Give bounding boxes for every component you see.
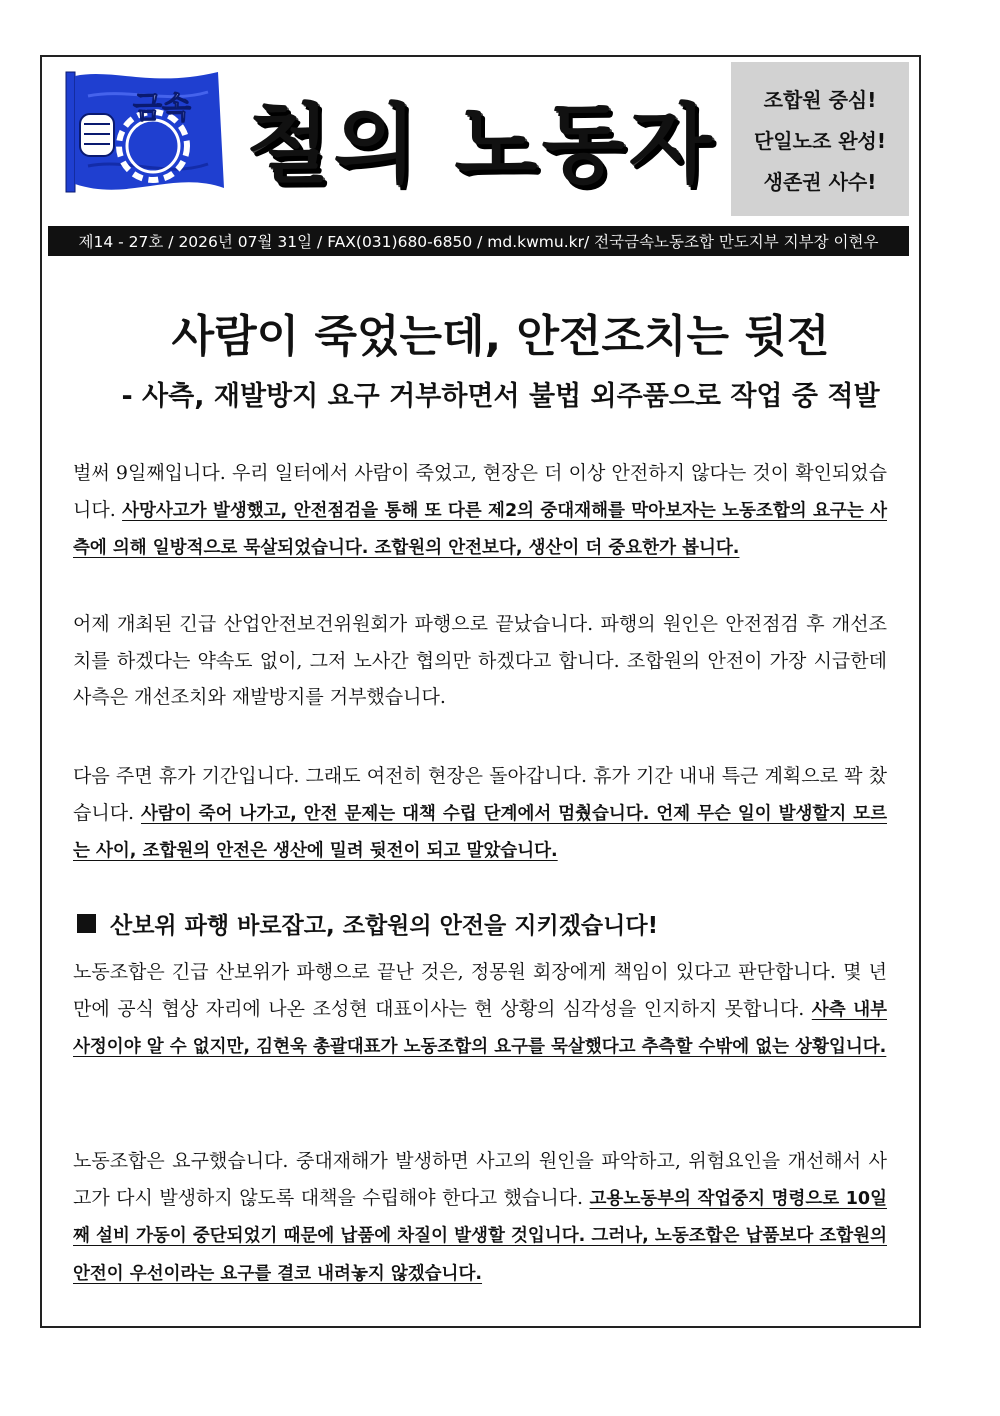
paragraph-text: 다음 주면 휴가 기간입니다. 그래도 여전히 현장은 돌아갑니다. 휴가 기간 내내 특근 계획으로 꽉 찼습니다. xyxy=(73,765,887,824)
square-bullet-icon xyxy=(77,914,96,933)
highlight-text: 고용노동부의 작업중지 명령으로 10일째 설비 가동이 중단되었기 때문에 납품에 차질이 발생할 것입니다. 그러나, 노동조합은 납품보다 조합원의 안전이 우선이라는 요구를 결코 내려놓지 않겠습니다. xyxy=(73,1188,887,1284)
slogan-3: 생존권 사수! xyxy=(763,169,877,194)
paragraph-3 xyxy=(73,758,887,870)
slogan-1: 조합원 중심! xyxy=(763,87,877,112)
highlight-text: 사망사고가 발생했고, 안전점검을 통해 또 다른 제2의 중대재해를 막아보자는 노동조합의 요구는 사측에 의해 일방적으로 묵살되었습니다. 조합원의 안전보다, 생산이 더 중요한가 봅니다. xyxy=(73,500,887,558)
issue-info-bar: 제14 - 27호 / 2026년 07월 31일 / FAX(031)680-6850 / md.kwmu.kr/ 전국금속노동조합 만도지부 지부장 이현우 xyxy=(48,226,909,256)
newsletter-title: 철의 노동자 xyxy=(246,95,716,195)
paragraph-1 xyxy=(73,455,887,567)
slogan-box xyxy=(731,62,909,216)
highlight-text: 사측 내부 사정이야 알 수 없지만, 김현욱 총괄대표가 노동조합의 요구를 묵살했다고 추측할 수밖에 없는 상황입니다. xyxy=(73,999,887,1057)
paragraph-text: 어제 개최된 긴급 산업안전보건위원회가 파행으로 끝났습니다. 파행의 원인은 안전점검 후 개선조치를 하겠다는 약속도 없이, 그저 노사간 협의만 하겠다고 합니다. 조합원의 안전이 가장 시급한데 사측은 개선조치와 재발방지를 거부했습니다. xyxy=(73,613,887,708)
subheadline: - 사측, 재발방지 요구 거부하면서 불법 외주품으로 작업 중 적발 xyxy=(121,381,880,412)
svg-text:금속: 금속 xyxy=(133,91,191,126)
slogan-2: 단일노조 완성! xyxy=(753,128,886,153)
paragraph-text: 노동조합은 긴급 산보위가 파행으로 끝난 것은, 정몽원 회장에게 책임이 있다고 판단합니다. 몇 년만에 공식 협상 자리에 나온 조성현 대표이사는 현 상황의 심각성을 인지하지 못합니다. xyxy=(73,961,887,1020)
union-logo xyxy=(58,66,228,208)
section-heading-text: 산보위 파행 바로잡고, 조합원의 안전을 지키겠습니다! xyxy=(110,913,659,939)
paragraph-2 xyxy=(73,606,887,716)
paragraph-4 xyxy=(73,954,887,1066)
highlight-text: 사람이 죽어 나가고, 안전 문제는 대책 수립 단계에서 멈췄습니다. 언제 무슨 일이 발생할지 모르는 사이, 조합원의 안전은 생산에 밀려 뒷전이 되고 말았습니다. xyxy=(73,803,887,861)
section-heading xyxy=(77,907,897,940)
paragraph-5 xyxy=(73,1143,887,1292)
paragraph-text: 노동조합은 요구했습니다. 중대재해가 발생하면 사고의 원인을 파악하고, 위험요인을 개선해서 사고가 다시 발생하지 않도록 대책을 수립해야 한다고 했습니다. xyxy=(73,1150,887,1209)
headline: 사람이 죽었는데, 안전조치는 뒷전 xyxy=(171,311,830,362)
paragraph-text: 벌써 9일째입니다. 우리 일터에서 사람이 죽었고, 현장은 더 이상 안전하지 않다는 것이 확인되었습니다. xyxy=(73,462,887,521)
